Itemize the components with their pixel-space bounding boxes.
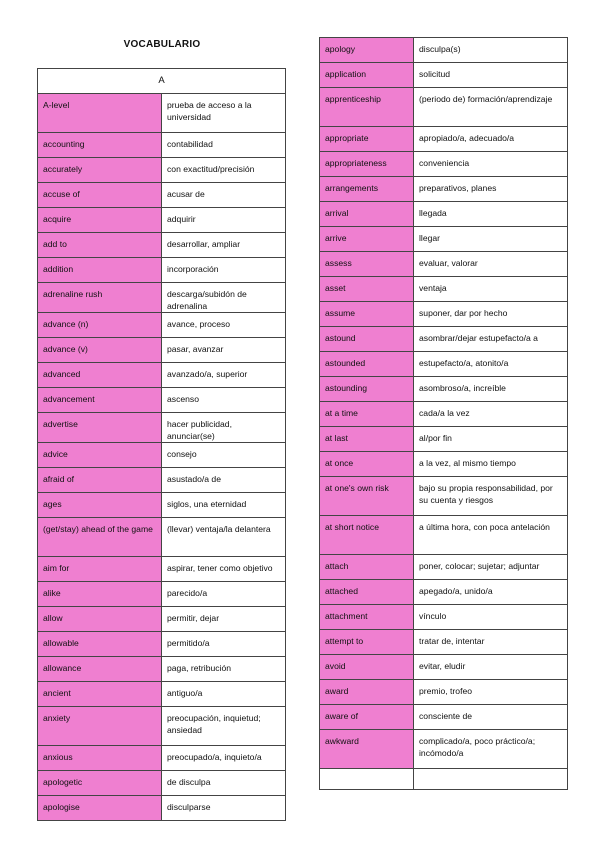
page-title: VOCABULARIO — [123, 39, 201, 50]
table-row — [38, 607, 286, 632]
spanish-translation-cell — [414, 38, 568, 63]
spanish-translation-cell — [414, 127, 568, 152]
english-term-cell — [38, 557, 162, 582]
table-row — [320, 680, 568, 705]
table-row — [320, 516, 568, 555]
table-row — [320, 127, 568, 152]
english-term-cell — [38, 338, 162, 363]
table-row — [320, 252, 568, 277]
english-term-cell — [38, 707, 162, 746]
spanish-translation-cell — [414, 177, 568, 202]
english-term-cell — [320, 377, 414, 402]
english-term: allow — [43, 613, 63, 623]
english-term-cell — [38, 746, 162, 771]
english-term — [325, 769, 408, 774]
english-term: aware of — [325, 711, 358, 721]
english-term: accounting — [43, 139, 85, 149]
english-term-cell — [38, 468, 162, 493]
english-term-cell — [38, 258, 162, 283]
english-term-cell — [38, 313, 162, 338]
spanish-translation: incorporación — [167, 264, 219, 274]
english-term-cell — [320, 227, 414, 252]
english-term-cell — [38, 208, 162, 233]
spanish-translation-cell — [414, 352, 568, 377]
spanish-translation-cell — [162, 707, 286, 746]
spanish-translation: suponer, dar por hecho — [419, 308, 508, 318]
english-term: anxiety — [43, 713, 71, 723]
english-term: advanced — [43, 369, 81, 379]
english-term-cell — [320, 680, 414, 705]
spanish-translation-cell — [162, 133, 286, 158]
english-term: add to — [43, 239, 67, 249]
spanish-translation: acusar de — [167, 189, 205, 199]
table-row — [38, 388, 286, 413]
english-term: at short notice — [325, 522, 379, 532]
section-letter-header: A — [38, 69, 286, 94]
spanish-translation-cell — [414, 302, 568, 327]
spanish-translation-cell — [162, 258, 286, 283]
table-row — [320, 88, 568, 127]
vocabulary-table-left — [37, 68, 286, 821]
table-row — [320, 302, 568, 327]
table-row — [38, 632, 286, 657]
english-term: astounded — [325, 358, 366, 368]
spanish-translation-cell — [162, 443, 286, 468]
table-row — [38, 582, 286, 607]
english-term-cell — [320, 63, 414, 88]
english-term-cell — [320, 516, 414, 555]
spanish-translation: apropiado/a, adecuado/a — [419, 133, 515, 143]
table-row — [38, 746, 286, 771]
table-row — [320, 402, 568, 427]
english-term-cell — [320, 152, 414, 177]
english-term: adrenaline rush — [43, 289, 103, 299]
table-row — [38, 468, 286, 493]
english-term: aim for — [43, 563, 70, 573]
spanish-translation-cell — [414, 452, 568, 477]
spanish-translation-cell — [414, 202, 568, 227]
english-term: apologise — [43, 802, 80, 812]
spanish-translation-cell — [414, 327, 568, 352]
table-row — [38, 557, 286, 582]
spanish-translation-cell — [414, 277, 568, 302]
table-row — [38, 363, 286, 388]
spanish-translation: conveniencia — [419, 158, 470, 168]
spanish-translation-cell — [162, 413, 286, 443]
spanish-translation: preocupación, inquietud; ansiedad — [167, 713, 261, 735]
english-term: acquire — [43, 214, 72, 224]
spanish-translation: evitar, eludir — [419, 661, 466, 671]
spanish-translation-cell — [414, 88, 568, 127]
english-term-cell — [320, 769, 414, 790]
spanish-translation-cell — [414, 427, 568, 452]
spanish-translation: prueba de acceso a la universidad — [167, 100, 252, 122]
table-row — [320, 630, 568, 655]
english-term-cell — [320, 277, 414, 302]
english-term: at last — [325, 433, 348, 443]
table-row — [38, 313, 286, 338]
table-row — [320, 452, 568, 477]
spanish-translation-cell — [162, 468, 286, 493]
english-term-cell — [320, 452, 414, 477]
english-term-cell — [38, 682, 162, 707]
spanish-translation: disculpa(s) — [419, 44, 461, 54]
spanish-translation: ascenso — [167, 394, 200, 404]
english-term: allowable — [43, 638, 79, 648]
table-row — [38, 338, 286, 363]
spanish-translation: con exactitud/precisión — [167, 164, 255, 174]
english-term: A-level — [43, 100, 70, 110]
english-term-cell — [38, 363, 162, 388]
table-row — [320, 38, 568, 63]
spanish-translation: a última hora, con poca antelación — [419, 522, 550, 532]
table-row — [38, 413, 286, 443]
english-term-cell — [320, 252, 414, 277]
english-term: ancient — [43, 688, 71, 698]
table-row — [320, 769, 568, 790]
table-row — [38, 208, 286, 233]
spanish-translation: permitido/a — [167, 638, 210, 648]
table-row — [38, 518, 286, 557]
table-row — [320, 580, 568, 605]
table-row — [320, 327, 568, 352]
english-term: apology — [325, 44, 356, 54]
english-term: allowance — [43, 663, 82, 673]
spanish-translation: evaluar, valorar — [419, 258, 478, 268]
spanish-translation: asombroso/a, increíble — [419, 383, 506, 393]
spanish-translation: aspirar, tener como objetivo — [167, 563, 273, 573]
english-term-cell — [38, 796, 162, 821]
english-term-cell — [320, 88, 414, 127]
table-row — [38, 443, 286, 468]
spanish-translation-cell — [162, 582, 286, 607]
spanish-translation-cell — [162, 94, 286, 133]
spanish-translation: preparativos, planes — [419, 183, 497, 193]
spanish-translation-cell — [414, 402, 568, 427]
spanish-translation-cell — [414, 227, 568, 252]
spanish-translation-cell — [414, 769, 568, 790]
spanish-translation-cell — [162, 518, 286, 557]
english-term: avoid — [325, 661, 346, 671]
spanish-translation-cell — [414, 252, 568, 277]
spanish-translation: contabilidad — [167, 139, 213, 149]
english-term-cell — [38, 133, 162, 158]
english-term-cell — [38, 582, 162, 607]
spanish-translation: adquirir — [167, 214, 196, 224]
spanish-translation-cell — [414, 516, 568, 555]
spanish-translation: ventaja — [419, 283, 447, 293]
spanish-translation: (periodo de) formación/aprendizaje — [419, 94, 553, 104]
spanish-translation: pasar, avanzar — [167, 344, 224, 354]
english-term-cell — [320, 705, 414, 730]
spanish-translation-cell — [162, 771, 286, 796]
english-term: attach — [325, 561, 349, 571]
spanish-translation-cell — [162, 283, 286, 313]
english-term: advance (n) — [43, 319, 89, 329]
spanish-translation-cell — [414, 705, 568, 730]
english-term: at a time — [325, 408, 358, 418]
spanish-translation: paga, retribución — [167, 663, 232, 673]
table-row — [320, 63, 568, 88]
english-term: attachment — [325, 611, 368, 621]
spanish-translation-cell — [162, 208, 286, 233]
english-term-cell — [38, 657, 162, 682]
english-term: asset — [325, 283, 346, 293]
spanish-translation-cell — [162, 313, 286, 338]
spanish-translation: antiguo/a — [167, 688, 203, 698]
spanish-translation: poner, colocar; sujetar; adjuntar — [419, 561, 540, 571]
table-row — [320, 202, 568, 227]
english-term-cell — [38, 632, 162, 657]
spanish-translation-cell — [162, 746, 286, 771]
english-term-cell — [320, 427, 414, 452]
spanish-translation: tratar de, intentar — [419, 636, 485, 646]
english-term-cell — [38, 607, 162, 632]
spanish-translation: consciente de — [419, 711, 473, 721]
spanish-translation: parecido/a — [167, 588, 208, 598]
spanish-translation-cell — [414, 680, 568, 705]
english-term: apprenticeship — [325, 94, 381, 104]
english-term: assess — [325, 258, 352, 268]
table-row — [38, 657, 286, 682]
table-row — [320, 477, 568, 516]
table-row — [38, 233, 286, 258]
spanish-translation-cell — [414, 377, 568, 402]
spanish-translation-cell — [414, 730, 568, 769]
english-term-cell — [320, 730, 414, 769]
english-term-cell — [38, 771, 162, 796]
english-term-cell — [320, 555, 414, 580]
english-term-cell — [320, 38, 414, 63]
spanish-translation: asustado/a de — [167, 474, 221, 484]
english-term-cell — [38, 388, 162, 413]
english-term-cell — [320, 605, 414, 630]
english-term: astound — [325, 333, 356, 343]
table-row — [38, 258, 286, 283]
spanish-translation-cell — [414, 630, 568, 655]
spanish-translation-cell — [162, 338, 286, 363]
english-term-cell — [38, 493, 162, 518]
english-term: advance (v) — [43, 344, 88, 354]
table-row — [38, 94, 286, 133]
table-row — [320, 177, 568, 202]
english-term: (get/stay) ahead of the game — [43, 524, 153, 534]
table-row — [320, 655, 568, 680]
spanish-translation: complicado/a, poco práctico/a; incómodo/a — [419, 736, 536, 758]
spanish-translation-cell — [162, 657, 286, 682]
spanish-translation-cell — [414, 655, 568, 680]
spanish-translation-cell — [162, 158, 286, 183]
table-row — [38, 158, 286, 183]
english-term: advertise — [43, 419, 78, 429]
english-term-cell — [320, 177, 414, 202]
table-row — [320, 605, 568, 630]
spanish-translation: cada/a la vez — [419, 408, 470, 418]
spanish-translation-cell — [414, 580, 568, 605]
english-term-cell — [320, 580, 414, 605]
spanish-translation: avance, proceso — [167, 319, 231, 329]
english-term-cell — [38, 233, 162, 258]
spanish-translation: de disculpa — [167, 777, 211, 787]
english-term: addition — [43, 264, 74, 274]
english-term: attached — [325, 586, 358, 596]
spanish-translation-cell — [162, 363, 286, 388]
table-row — [320, 277, 568, 302]
english-term: apologetic — [43, 777, 83, 787]
spanish-translation: premio, trofeo — [419, 686, 473, 696]
spanish-translation: permitir, dejar — [167, 613, 220, 623]
table-row — [38, 771, 286, 796]
english-term: advancement — [43, 394, 95, 404]
spanish-translation: descarga/subidón de adrenalina — [167, 289, 247, 311]
english-term: arrangements — [325, 183, 379, 193]
table-row — [38, 133, 286, 158]
spanish-translation-cell — [414, 477, 568, 516]
english-term-cell — [38, 518, 162, 557]
english-term-cell — [320, 327, 414, 352]
english-term: awkward — [325, 736, 359, 746]
english-term-cell — [38, 443, 162, 468]
english-term: arrival — [325, 208, 349, 218]
english-term: accuse of — [43, 189, 80, 199]
english-term-cell — [38, 413, 162, 443]
spanish-translation: asombrar/dejar estupefacto/a a — [419, 333, 538, 343]
english-term: advice — [43, 449, 68, 459]
spanish-translation: solicitud — [419, 69, 451, 79]
table-row — [320, 352, 568, 377]
spanish-translation: bajo su propia responsabilidad, por su cuenta y riesgos — [419, 483, 553, 505]
spanish-translation: llegada — [419, 208, 447, 218]
english-term-cell — [320, 302, 414, 327]
english-term: alike — [43, 588, 61, 598]
spanish-translation-cell — [414, 152, 568, 177]
english-term: award — [325, 686, 349, 696]
spanish-translation-cell — [162, 682, 286, 707]
english-term-cell — [320, 402, 414, 427]
table-row — [320, 555, 568, 580]
spanish-translation: (llevar) ventaja/la delantera — [167, 524, 271, 534]
spanish-translation: a la vez, al mismo tiempo — [419, 458, 516, 468]
english-term-cell — [320, 477, 414, 516]
spanish-translation-cell — [414, 555, 568, 580]
spanish-translation: consejo — [167, 449, 197, 459]
spanish-translation: vínculo — [419, 611, 447, 621]
spanish-translation-cell — [162, 183, 286, 208]
table-row — [38, 493, 286, 518]
english-term: attempt to — [325, 636, 364, 646]
english-term-cell — [320, 127, 414, 152]
spanish-translation: avanzado/a, superior — [167, 369, 248, 379]
table-row — [320, 227, 568, 252]
spanish-translation: estupefacto/a, atonito/a — [419, 358, 509, 368]
english-term: anxious — [43, 752, 73, 762]
english-term: assume — [325, 308, 356, 318]
table-row — [320, 427, 568, 452]
table-row — [38, 796, 286, 821]
spanish-translation-cell — [162, 796, 286, 821]
spanish-translation: disculparse — [167, 802, 211, 812]
english-term-cell — [38, 94, 162, 133]
english-term-cell — [38, 158, 162, 183]
table-row — [320, 730, 568, 769]
english-term: astounding — [325, 383, 368, 393]
spanish-translation: siglos, una eternidad — [167, 499, 247, 509]
spanish-translation: apegado/a, unido/a — [419, 586, 493, 596]
spanish-translation-cell — [414, 63, 568, 88]
spanish-translation-cell — [162, 557, 286, 582]
table-row — [38, 682, 286, 707]
spanish-translation-cell — [414, 605, 568, 630]
spanish-translation-cell — [162, 607, 286, 632]
table-row — [320, 152, 568, 177]
english-term: appropriateness — [325, 158, 387, 168]
spanish-translation-cell — [162, 233, 286, 258]
spanish-translation: llegar — [419, 233, 441, 243]
spanish-translation-cell — [162, 493, 286, 518]
spanish-translation — [419, 769, 562, 774]
english-term: application — [325, 69, 367, 79]
english-term: ages — [43, 499, 62, 509]
english-term-cell — [38, 283, 162, 313]
english-term: accurately — [43, 164, 83, 174]
table-row — [320, 705, 568, 730]
english-term: arrive — [325, 233, 347, 243]
table-row — [38, 283, 286, 313]
english-term-cell — [38, 183, 162, 208]
spanish-translation: al/por fin — [419, 433, 452, 443]
english-term: appropriate — [325, 133, 369, 143]
english-term: at one's own risk — [325, 483, 389, 493]
english-term-cell — [320, 352, 414, 377]
english-term-cell — [320, 655, 414, 680]
spanish-translation: hacer publicidad, anunciar(se) — [167, 419, 232, 441]
vocabulary-table-right — [319, 37, 568, 790]
english-term: afraid of — [43, 474, 75, 484]
table-row — [38, 183, 286, 208]
table-row — [320, 377, 568, 402]
table-header-row — [38, 69, 286, 94]
english-term: at once — [325, 458, 354, 468]
spanish-translation-cell — [162, 632, 286, 657]
english-term-cell — [320, 630, 414, 655]
spanish-translation: desarrollar, ampliar — [167, 239, 241, 249]
table-row — [38, 707, 286, 746]
spanish-translation: preocupado/a, inquieto/a — [167, 752, 262, 762]
english-term-cell — [320, 202, 414, 227]
spanish-translation-cell — [162, 388, 286, 413]
